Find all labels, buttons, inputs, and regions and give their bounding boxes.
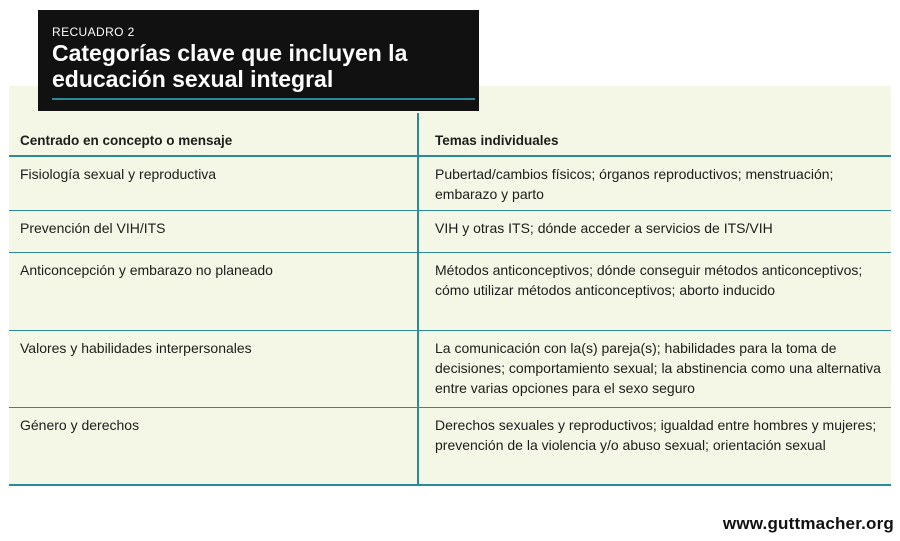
concept-cell: Fisiología sexual y reproductiva [9, 156, 418, 210]
box-title [52, 40, 465, 92]
box-title-line-2: educación sexual integral [52, 66, 334, 92]
topics-cell: Métodos anticonceptivos; dónde conseguir métodos anticonceptivos; cómo utilizar métodos anticonceptivos; aborto inducido [418, 252, 891, 330]
table-row [9, 330, 891, 407]
concept-cell: Género y derechos [9, 407, 418, 485]
header-topics: Temas individuales [418, 113, 891, 156]
topics-cell: VIH y otras ITS; dónde acceder a servicios de ITS/VIH [418, 210, 891, 252]
footer-website-link[interactable]: www.guttmacher.org [722, 514, 894, 533]
topics-cell: Pubertad/cambios físicos; órganos reproductivos; menstruación; embarazo y parto [418, 156, 891, 210]
categories-table [9, 113, 891, 486]
table-row [9, 210, 891, 252]
box-title-line-1: Categorías clave que incluyen la [52, 40, 408, 66]
concept-cell: Prevención del VIH/ITS [9, 210, 418, 252]
table-row [9, 252, 891, 330]
table-header-row [9, 113, 891, 156]
topics-cell: Derechos sexuales y reproductivos; igualdad entre hombres y mujeres; prevención de la violencia y/o abuso sexual; orientación sexual [418, 407, 891, 485]
box-kicker: RECUADRO 2 [52, 25, 135, 39]
concept-cell: Valores y habilidades interpersonales [9, 330, 418, 407]
title-underline [52, 98, 475, 100]
header-concept: Centrado en concepto o mensaje [9, 113, 418, 156]
table-row [9, 156, 891, 210]
topics-cell: La comunicación con la(s) pareja(s); habilidades para la toma de decisiones; comportamiento sexual; la abstinencia como una alternativa entre varias opciones para el sexo seguro [418, 330, 891, 407]
box-title-block [38, 10, 479, 111]
concept-cell: Anticoncepción y embarazo no planeado [9, 252, 418, 330]
table-row [9, 407, 891, 485]
